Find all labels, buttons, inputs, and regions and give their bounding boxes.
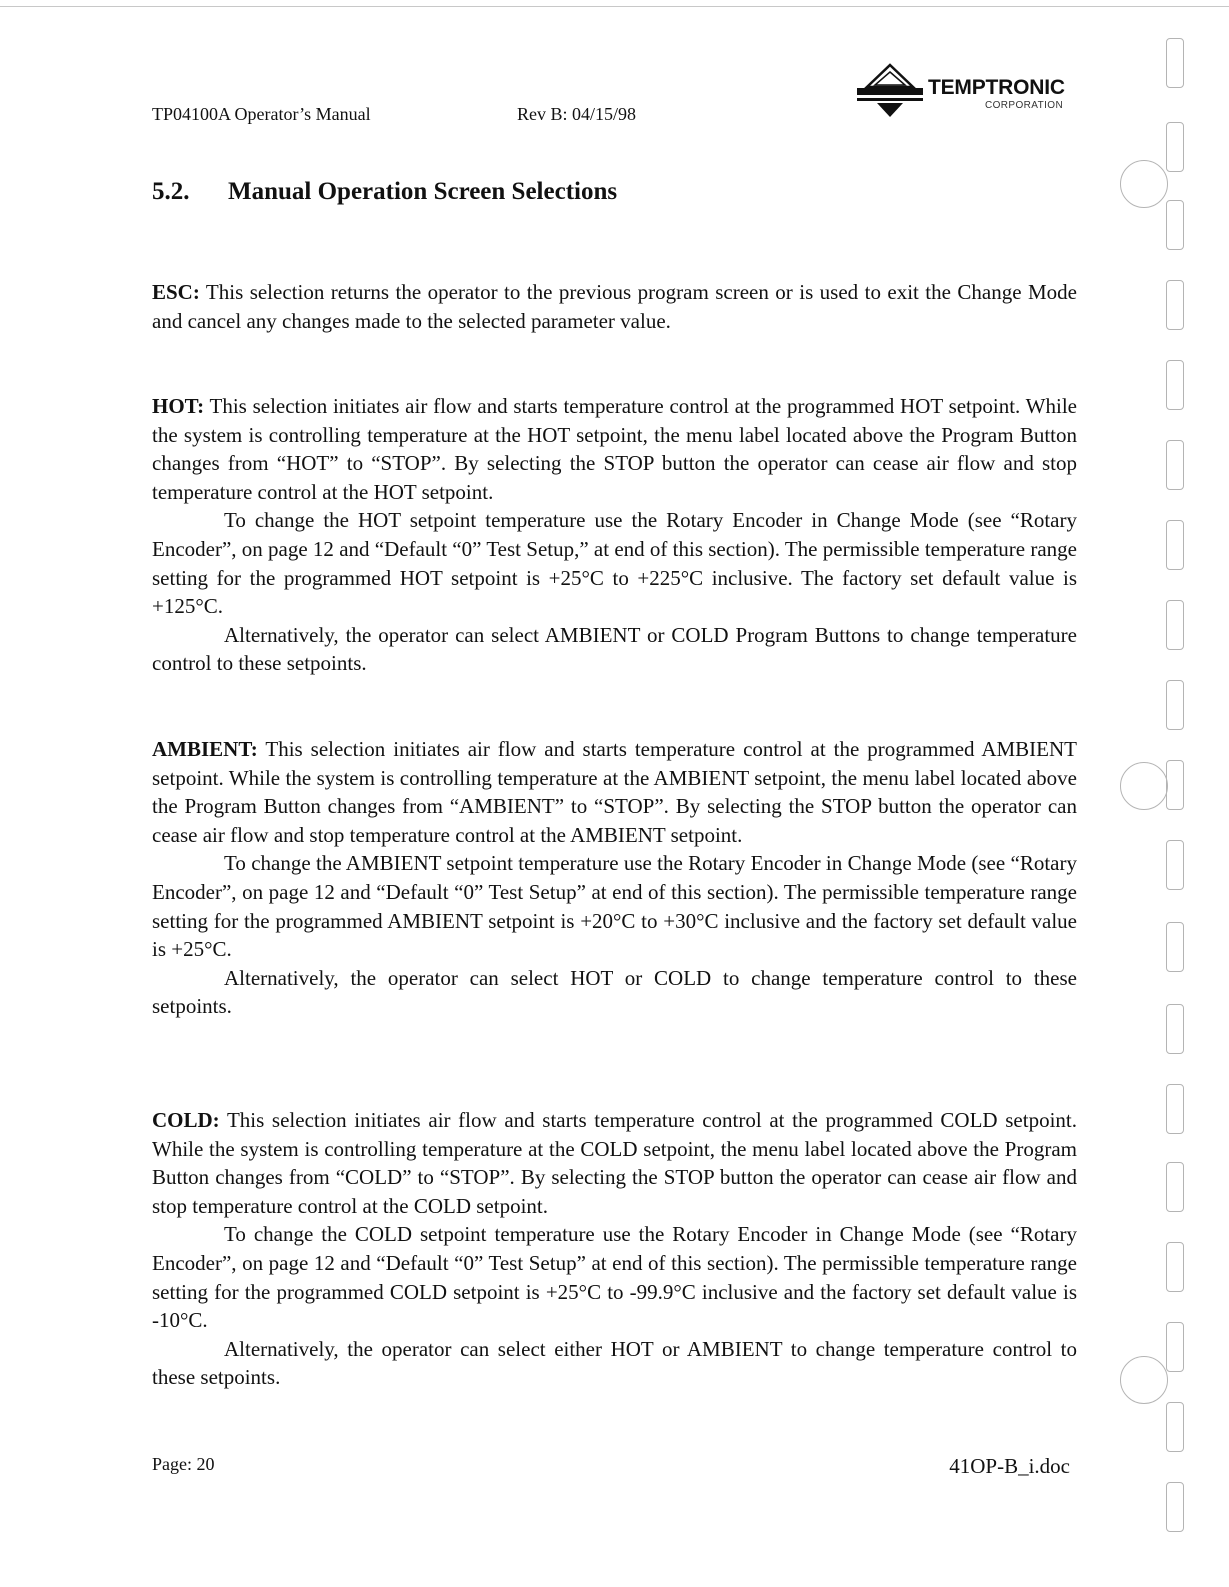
hot-section xyxy=(152,392,1077,678)
temptronic-logo xyxy=(855,63,1085,121)
binder-tab xyxy=(1166,440,1184,490)
binder-tab xyxy=(1166,680,1184,730)
logo-name: TEMPTRONIC xyxy=(928,76,1065,99)
manual-title: TP04100A Operator’s Manual xyxy=(152,104,371,124)
page-number: Page: 20 xyxy=(152,1454,215,1474)
binder-tab xyxy=(1166,200,1184,250)
binder-tab xyxy=(1166,280,1184,330)
logo-subtitle: CORPORATION xyxy=(985,100,1064,111)
section-number: 5.2. xyxy=(152,178,190,205)
binder-tab xyxy=(1166,1322,1184,1372)
binder-tab xyxy=(1166,1242,1184,1292)
ambient-text-1: This selection initiates air flow and starts temperature control at the programmed AMBIENT setpoint. While the system is controlling temperature at the AMBIENT setpoint, the menu label located above the Program Button changes from “AMBIENT” to “STOP”. By selecting the STOP button the operator can cease air flow and stop temperature control at the AMBIENT setpoint. xyxy=(152,737,1077,847)
binder-tab xyxy=(1166,1004,1184,1054)
scan-top-edge-line xyxy=(0,6,1229,7)
cold-paragraph-2: To change the COLD setpoint temperature use the Rotary Encoder in Change Mode (see “Rotary Encoder”, on page 12 and “Default “0” Test Setup” at end of this section). The permissible temperature range setting for the programmed COLD setpoint is +25°C to -99.9°C inclusive and the factory set default value is -10°C. xyxy=(152,1222,1077,1333)
esc-paragraph xyxy=(152,278,1077,335)
binder-tab xyxy=(1166,520,1184,570)
ambient-section xyxy=(152,735,1077,1021)
cold-term: COLD: xyxy=(152,1108,220,1132)
binder-tab xyxy=(1166,840,1184,890)
binder-tab xyxy=(1166,1084,1184,1134)
cold-section xyxy=(152,1106,1077,1392)
cold-text-1: This selection initiates air flow and starts temperature control at the programmed COLD setpoint. While the system is controlling temperature at the COLD setpoint, the menu label located above the Program Button changes from “COLD” to “STOP”. By selecting the STOP button the operator can cease air flow and stop temperature control at the COLD setpoint. xyxy=(152,1108,1077,1218)
logo-emblem-icon xyxy=(855,63,925,121)
ambient-paragraph-3: Alternatively, the operator can select HOT or COLD to change temperature control to these setpoints. xyxy=(152,965,1077,1019)
cold-paragraph-1 xyxy=(152,1106,1077,1220)
binder-tab xyxy=(1166,760,1184,810)
binder-tab xyxy=(1166,1402,1184,1452)
binder-ring xyxy=(1120,160,1168,208)
hot-paragraph-1 xyxy=(152,392,1077,506)
binder-tab xyxy=(1166,1482,1184,1532)
ambient-term: AMBIENT: xyxy=(152,737,258,761)
binder-tab xyxy=(1166,922,1184,972)
binder-tab xyxy=(1166,122,1184,172)
revision-date: Rev B: 04/15/98 xyxy=(517,104,637,124)
binder-ring xyxy=(1120,1356,1168,1404)
hot-term: HOT: xyxy=(152,394,205,418)
ambient-paragraph-2: To change the AMBIENT setpoint temperature use the Rotary Encoder in Change Mode (see “Rotary Encoder”, on page 12 and “Default “0” Test Setup” at end of this section). The permissible temperature range setting for the programmed AMBIENT setpoint is +20°C to +30°C inclusive and the factory set default value is +25°C. xyxy=(152,851,1077,962)
hot-paragraph-3: Alternatively, the operator can select AMBIENT or COLD Program Buttons to change temperature control to these setpoints. xyxy=(152,622,1077,676)
esc-text: This selection returns the operator to the previous program screen or is used to exit the Change Mode and cancel any changes made to the selected parameter value. xyxy=(152,280,1077,333)
document-filename: 41OP-B_i.doc xyxy=(949,1454,1070,1478)
binder-ring xyxy=(1120,762,1168,810)
binder-tab xyxy=(1166,360,1184,410)
binder-tab xyxy=(1166,600,1184,650)
cold-paragraph-3: Alternatively, the operator can select either HOT or AMBIENT to change temperature control to these setpoints. xyxy=(152,1336,1077,1390)
section-heading xyxy=(152,178,617,206)
esc-section xyxy=(152,278,1077,335)
binder-tab xyxy=(1166,1162,1184,1212)
esc-term: ESC: xyxy=(152,280,200,304)
hot-text-1: This selection initiates air flow and starts temperature control at the programmed HOT setpoint. While the system is controlling temperature at the HOT setpoint, the menu label located above the Program Button changes from “HOT” to “STOP”. By selecting the STOP button the operator can cease air flow and stop temperature control at the HOT setpoint. xyxy=(152,394,1077,504)
section-title: Manual Operation Screen Selections xyxy=(228,178,618,205)
hot-paragraph-2: To change the HOT setpoint temperature use the Rotary Encoder in Change Mode (see “Rotary Encoder”, on page 12 and “Default “0” Test Setup,” at end of this section). The permissible temperature range setting for the programmed HOT setpoint is +25°C to +225°C inclusive. The factory set default value is +125°C. xyxy=(152,508,1077,619)
ambient-paragraph-1 xyxy=(152,735,1077,849)
binder-tab xyxy=(1166,38,1184,88)
